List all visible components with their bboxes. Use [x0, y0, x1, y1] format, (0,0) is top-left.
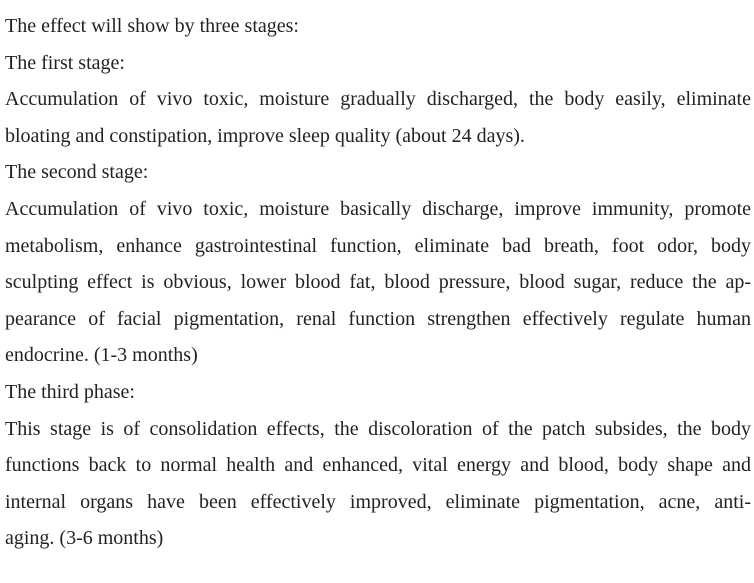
stage-3-line-4: aging. (3-6 months)	[5, 527, 164, 550]
stage-2-heading: The second stage:	[5, 161, 149, 184]
stage-2-line-1: Accumulation of vivo toxic, moisture basically discharge, improve immunity, promote	[5, 197, 751, 220]
stage-3-heading: The third phase:	[5, 380, 135, 403]
effect-stages-document	[5, 8, 751, 557]
stage-2-line-3: sculpting effect is obvious, lower blood fat, blood pressure, blood sugar, reduce the ap-	[5, 271, 751, 294]
stage-1-heading: The first stage:	[5, 51, 125, 74]
stage-3-line-2: functions back to normal health and enhanced, vital energy and blood, body shape and	[5, 454, 751, 477]
stage-3-line-3: internal organs have been effectively improved, eliminate pigmentation, acne, anti-	[5, 490, 751, 513]
stage-3-line-1: This stage is of consolidation effects, the discoloration of the patch subsides, the body	[5, 417, 751, 440]
intro-text: The effect will show by three stages:	[5, 15, 299, 37]
stage-2-line-2: metabolism, enhance gastrointestinal function, eliminate bad breath, foot odor, body	[5, 234, 751, 257]
stage-1-line-1: Accumulation of vivo toxic, moisture gradually discharged, the body easily, eliminate	[5, 88, 751, 111]
stage-2-line-4: pearance of facial pigmentation, renal function strengthen effectively regulate human	[5, 307, 751, 330]
stage-1-line-2: bloating and constipation, improve sleep quality (about 24 days).	[5, 124, 525, 147]
stage-2-line-5: endocrine. (1-3 months)	[5, 344, 198, 367]
